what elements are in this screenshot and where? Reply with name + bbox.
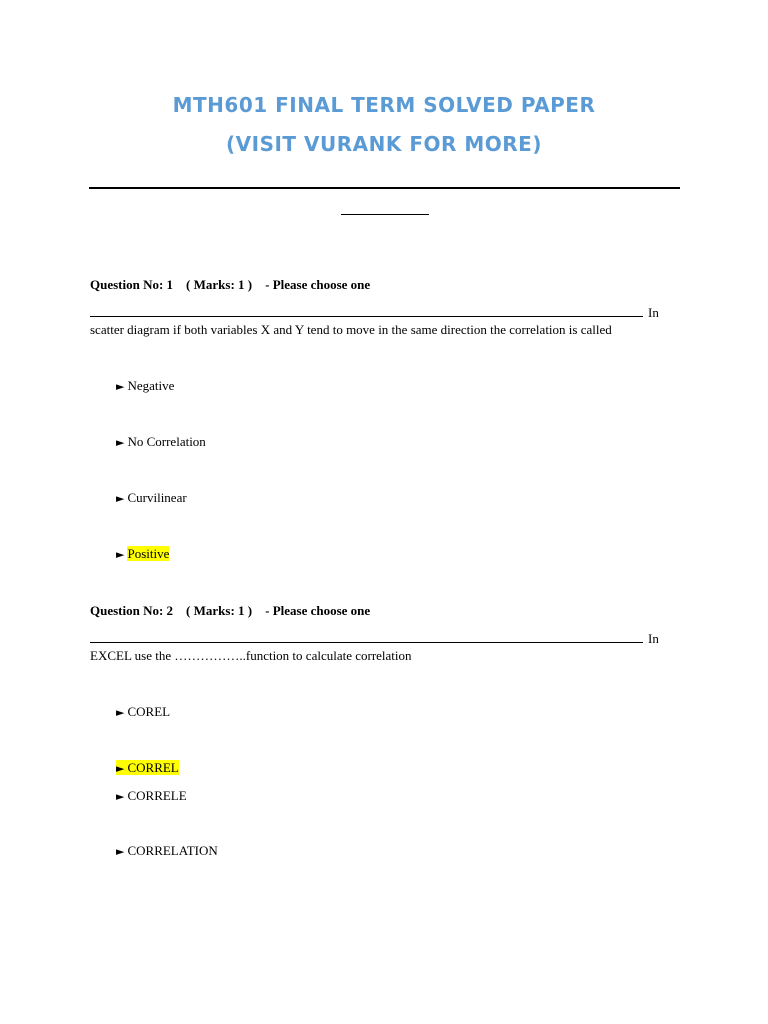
question-1-option-1[interactable] (116, 379, 174, 392)
option-label: CORRELE (127, 788, 187, 803)
option-label: No Correlation (127, 434, 206, 449)
question-1-heading: Question No: 1 ( Marks: 1 ) - Please choose one (90, 277, 371, 292)
question-1-option-2[interactable] (116, 435, 206, 448)
question-1-text: scatter diagram if both variables X and Y tend to move in the same direction the correlation is called (90, 322, 612, 337)
option-label-highlighted: Positive (127, 546, 170, 561)
question-2-text: EXCEL use the ……………..function to calculate correlation (90, 648, 412, 663)
option-label-highlighted: CORREL (127, 760, 179, 775)
question-1-option-4-correct[interactable] (116, 547, 169, 560)
question-1-lead-word: In (648, 305, 659, 320)
page-title: MTH601 FINAL TERM SOLVED PAPER (172, 93, 596, 117)
triangle-bullet-icon: ► (116, 762, 125, 775)
option-label: Negative (127, 378, 175, 393)
question-2-lead-word: In (648, 631, 659, 646)
option-label: COREL (127, 704, 171, 719)
triangle-bullet-icon: ► (116, 380, 125, 393)
question-2-option-4[interactable] (116, 844, 218, 857)
question-2-option-3[interactable] (116, 789, 187, 802)
triangle-bullet-icon: ► (116, 790, 125, 803)
question-1-option-3[interactable] (116, 491, 187, 504)
option-label: CORRELATION (127, 843, 218, 858)
triangle-bullet-icon: ► (116, 706, 125, 719)
option-label: Curvilinear (127, 490, 187, 505)
triangle-bullet-icon: ► (116, 492, 125, 505)
header-divider (89, 187, 680, 189)
question-2-heading: Question No: 2 ( Marks: 1 ) - Please choose one (90, 603, 371, 618)
question-2-blank-line (90, 642, 643, 643)
triangle-bullet-icon: ► (116, 845, 125, 858)
triangle-bullet-icon: ► (116, 548, 125, 561)
page-subtitle: (VISIT VURANK FOR MORE) (226, 132, 542, 156)
short-divider (341, 214, 429, 215)
question-2-option-2-correct[interactable] (116, 761, 179, 774)
question-2-option-1[interactable] (116, 705, 170, 718)
question-1-blank-line (90, 316, 643, 317)
triangle-bullet-icon: ► (116, 436, 125, 449)
